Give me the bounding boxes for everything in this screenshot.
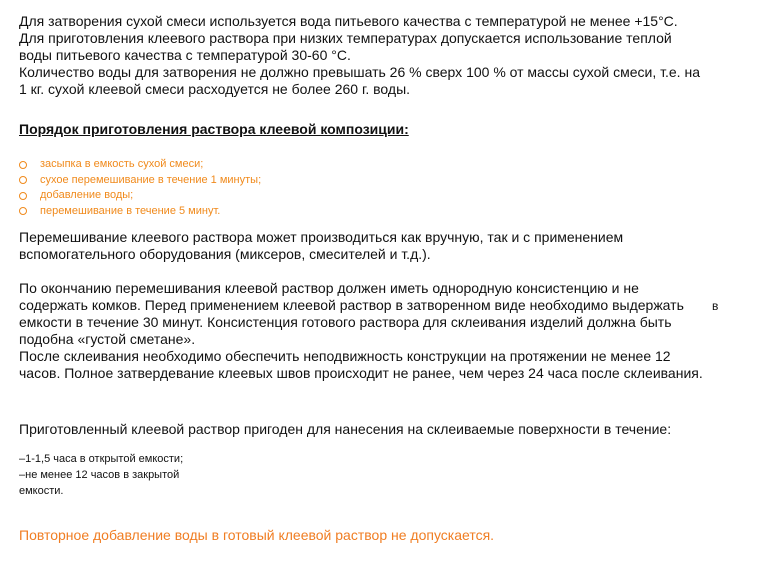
text-line: воды питьевого качества с температурой 30-60 °С. — [19, 47, 351, 63]
list-item: –не менее 12 часов в закрытой — [19, 469, 180, 481]
warning-text: Повторное добавление воды в готовый клеевой раствор не допускается. — [19, 527, 495, 543]
text-line: Количество воды для затворения не должно превышать 26 % сверх 100 % от массы сухой смеси, т.е. на — [19, 64, 700, 80]
step-text: добавление воды; — [40, 189, 134, 201]
list-item — [19, 188, 261, 204]
text-line: емкости в течение 30 минут. Консистенция готового раствора для склеивания изделий должна быть — [19, 314, 672, 330]
text-line: 1 кг. сухой клеевой смеси расходуется не более 260 г. воды. — [19, 81, 411, 97]
water-requirements — [19, 13, 700, 98]
after-mixing-paragraph — [19, 280, 703, 382]
circle-bullet-icon — [19, 161, 27, 169]
circle-bullet-icon — [19, 192, 27, 200]
text-line: По окончанию перемешивания клеевой раствор должен иметь однородную консистенцию и не — [19, 280, 639, 296]
text-line: Для затворения сухой смеси используется вода питьевого качества с температурой не менее +15°С. — [19, 13, 678, 29]
circle-bullet-icon — [19, 176, 27, 184]
list-item: –1-1,5 часа в открытой емкости; — [19, 453, 184, 465]
list-item: емкости. — [19, 485, 64, 497]
text-line: Для приготовления клеевого раствора при низких температурах допускается использование теплой — [19, 30, 672, 46]
text-line: Перемешивание клеевого раствора может производиться как вручную, так и с применением — [19, 229, 624, 245]
text-line: После склеивания необходимо обеспечить неподвижность конструкции на протяжении не менее 12 — [19, 348, 671, 364]
procedure-heading: Порядок приготовления раствора клеевой композиции: — [19, 121, 409, 137]
procedure-steps-list — [19, 157, 261, 219]
text-line: содержать комков. Перед применением клеевой раствор в затворенном виде необходимо выдержать — [19, 297, 684, 313]
text-line: подобна «густой сметане». — [19, 331, 196, 347]
step-text: сухое перемешивание в течение 1 минуты; — [40, 173, 262, 186]
raised-letter: в — [712, 299, 719, 313]
list-item — [19, 173, 261, 189]
list-item — [19, 157, 261, 173]
text-line: часов. Полное затвердевание клеевых швов происходит не ранее, чем через 24 часа после склеивания. — [19, 365, 703, 381]
circle-bullet-icon — [19, 207, 27, 215]
step-text: перемешивание в течение 5 минут. — [40, 204, 221, 217]
list-item — [19, 204, 261, 220]
mixing-paragraph — [19, 229, 623, 263]
text-line: вспомогательного оборудования (миксеров, смесителей и т.д.). — [19, 246, 431, 262]
pot-life-list — [19, 451, 183, 499]
step-text: засыпка в емкость сухой смеси; — [40, 158, 204, 170]
pot-life-intro: Приготовленный клеевой раствор пригоден для нанесения на склеиваемые поверхности в течение: — [19, 421, 672, 437]
